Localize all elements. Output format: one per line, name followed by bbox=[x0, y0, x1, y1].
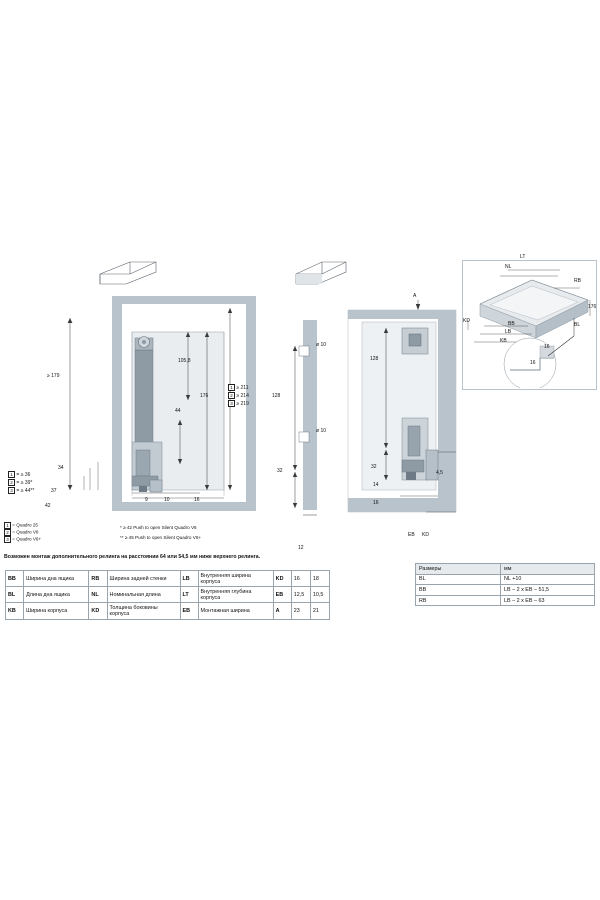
sizes-code: BL bbox=[416, 574, 501, 585]
iso-label-lt: LT bbox=[520, 254, 526, 260]
variant-num-2: 2 bbox=[228, 392, 235, 399]
legend-text: Внутренняя глубина корпуса bbox=[198, 587, 273, 603]
iso-label-kb: KB bbox=[500, 338, 507, 344]
table-row bbox=[416, 585, 595, 596]
section-hole-bottom: ø 10 bbox=[316, 428, 327, 434]
table-row bbox=[6, 587, 330, 603]
legend-code: BB bbox=[6, 571, 24, 587]
section-dim-width: 12 bbox=[298, 545, 304, 551]
legend-code: RB bbox=[89, 571, 107, 587]
legend-value-1: 16 bbox=[291, 571, 310, 587]
section-dim-height: 128 bbox=[272, 393, 281, 399]
legend-text: Номинальная длина bbox=[107, 587, 180, 603]
legend-text: Монтажная ширина bbox=[198, 603, 273, 619]
variant-value-3: ≥ 219 bbox=[236, 400, 249, 407]
variant-value-2: ≥ 214 bbox=[236, 392, 249, 399]
iso-label-nl: NL bbox=[505, 264, 512, 270]
iso-label-rb: RB bbox=[574, 278, 581, 284]
legend-text: Ширина дна ящика bbox=[24, 571, 89, 587]
iso-label-bl: BL bbox=[574, 322, 581, 328]
key-num-2: 2 bbox=[4, 529, 11, 536]
section-dim-bottom: 32 bbox=[277, 468, 283, 474]
sizes-header-col1: Размеры bbox=[416, 564, 501, 575]
side-dim-h32: 32 bbox=[371, 464, 377, 470]
iso-label-bb: BB bbox=[508, 321, 515, 327]
iso-label-lb: LB bbox=[505, 329, 512, 335]
iso-detail-16-a: 16 bbox=[544, 344, 550, 350]
legend-code: KB bbox=[6, 603, 24, 619]
key-label-3: = Quadro V6+ bbox=[12, 536, 42, 542]
iso-label-176: 176 bbox=[588, 304, 597, 310]
drawer-icon-middle bbox=[292, 260, 350, 296]
table-row bbox=[6, 571, 330, 587]
key-num-3: 3 bbox=[4, 536, 11, 543]
variant-num-3: 3 bbox=[228, 400, 235, 407]
legend-table bbox=[5, 570, 330, 620]
key-label-2: = Quadro V6 bbox=[12, 529, 39, 535]
legend-code: BL bbox=[6, 587, 24, 603]
side-dim-a: A bbox=[413, 293, 417, 299]
min-value-3: = ≥ 44** bbox=[16, 487, 35, 494]
table-row bbox=[416, 574, 595, 585]
sizes-code: RB bbox=[416, 595, 501, 606]
side-dim-height: 128 bbox=[370, 356, 379, 362]
table-row bbox=[416, 595, 595, 606]
sizes-header-col2: мм bbox=[501, 564, 595, 575]
legend-text: Длина дна ящика bbox=[24, 587, 89, 603]
dim-b10: 10 bbox=[164, 497, 170, 503]
legend-value-2: 21 bbox=[310, 603, 329, 619]
dim-b42: 42 bbox=[45, 503, 51, 509]
footnote-1: * ≥ 42 Push to open Silent Quadro V6 bbox=[120, 525, 197, 530]
legend-code: EB bbox=[273, 587, 291, 603]
dim-total: 176 bbox=[200, 393, 209, 399]
key-label-1: = Quadro 25 bbox=[12, 522, 38, 528]
dim-mid: 44 bbox=[175, 408, 181, 414]
sizes-table bbox=[415, 563, 595, 606]
table-row bbox=[6, 603, 330, 619]
dim-b37: 37 bbox=[51, 488, 57, 494]
side-dim-45: 4,5 bbox=[436, 470, 443, 476]
sizes-formula: LB – 2 x EB – 63 bbox=[501, 595, 595, 606]
key-legend bbox=[4, 522, 41, 543]
iso-detail-16-b: 16 bbox=[530, 360, 536, 366]
legend-value-2: 18 bbox=[310, 571, 329, 587]
variant-list bbox=[228, 384, 249, 407]
variant-num-1: 1 bbox=[228, 384, 235, 391]
legend-code: NL bbox=[89, 587, 107, 603]
min-value-1: = ≥ 36 bbox=[16, 471, 31, 478]
dim-b9: 9 bbox=[145, 497, 148, 503]
min-num-3: 3 bbox=[8, 487, 15, 494]
legend-value-1: 23 bbox=[291, 603, 310, 619]
sizes-formula: LB – 2 x EB – 51,5 bbox=[501, 585, 595, 596]
table-header-row bbox=[416, 564, 595, 575]
legend-code: LT bbox=[180, 587, 198, 603]
section-hole-top: ø 10 bbox=[316, 342, 327, 348]
footnote-2: ** ≥ 45 Push to open Silent Quadro V6+ bbox=[120, 535, 202, 540]
legend-text: Толщина боковины корпуса bbox=[107, 603, 180, 619]
dim-height-min: ≥ 179 bbox=[47, 373, 60, 379]
sizes-formula: NL +10 bbox=[501, 574, 595, 585]
installation-note: Возможен монтаж дополнительного релинга на расстоянии 64 или 54,5 мм ниже верхнего релинга. bbox=[4, 554, 261, 560]
legend-value-1: 12,5 bbox=[291, 587, 310, 603]
iso-label-kd: KD bbox=[463, 318, 470, 324]
legend-text: Внутренняя ширина корпуса bbox=[198, 571, 273, 587]
section-view-drawing bbox=[285, 320, 335, 520]
key-num-1: 1 bbox=[4, 522, 11, 529]
legend-text: Ширина корпуса bbox=[24, 603, 89, 619]
min-value-2: = ≥ 39* bbox=[16, 479, 33, 486]
side-dim-eb: EB bbox=[408, 532, 415, 538]
technical-drawing-sheet bbox=[0, 254, 600, 650]
dim-inner-height: 105,8 bbox=[178, 358, 191, 364]
side-dim-h14: 14 bbox=[373, 482, 379, 488]
legend-value-2: 10,5 bbox=[310, 587, 329, 603]
side-dim-kd: KD bbox=[422, 532, 429, 538]
legend-text: Ширина задней стенки bbox=[107, 571, 180, 587]
sizes-code: BB bbox=[416, 585, 501, 596]
min-variant-list bbox=[8, 471, 34, 494]
side-dim-h16: 16 bbox=[373, 500, 379, 506]
min-num-2: 2 bbox=[8, 479, 15, 486]
legend-code: EB bbox=[180, 603, 198, 619]
dim-b16: 16 bbox=[194, 497, 200, 503]
legend-code: KD bbox=[273, 571, 291, 587]
side-view-drawing bbox=[340, 300, 470, 525]
variant-value-1: ≥ 211 bbox=[236, 384, 249, 391]
legend-code: A bbox=[273, 603, 291, 619]
legend-code: KD bbox=[89, 603, 107, 619]
legend-code: LB bbox=[180, 571, 198, 587]
dim-b34: 34 bbox=[58, 465, 64, 471]
min-num-1: 1 bbox=[8, 471, 15, 478]
